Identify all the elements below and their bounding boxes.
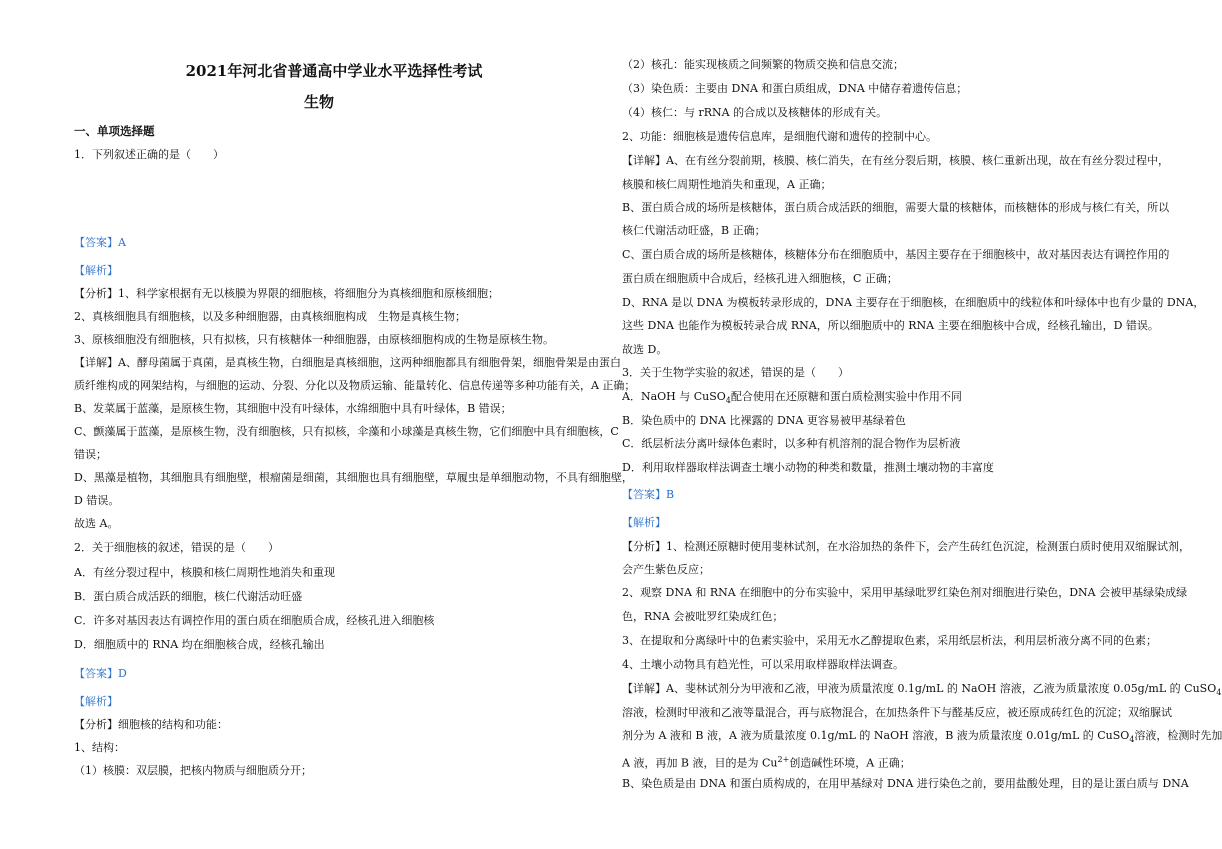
q3-option-a-sub: 4 [725,396,731,406]
q2-option-c: C．许多对基因表达有调控作用的蛋白质在细胞质合成，经核孔进入细胞核 [74,614,435,627]
q2-left-line-2: 1、结构： [74,741,125,754]
q3-stem: 3．关于生物学实验的叙述，错误的是（ ） [622,366,849,379]
q3-detail-4 [622,753,1157,771]
q2-option-a: A．有丝分裂过程中，核膜和核仁周期性地消失和重现 [74,566,335,579]
q3-detail-4-post: 创造碱性环境，A 正确； [789,756,911,770]
q3-option-c: C．纸层析法分离叶绿体色素时，以多种有机溶剂的混合物作为层析液 [622,437,961,450]
q2-answer: 【答案】D [74,667,127,680]
q2-option-d: D．细胞质中的 RNA 均在细胞核合成，经核孔输出 [74,638,325,651]
q3-line-4: 色，RNA 会被吡罗红染成红色； [622,610,784,623]
q2-right-line-1: （2）核孔：能实现核质之间频繁的物质交换和信息交流； [622,58,904,71]
section-heading: 一、单项选择题 [74,124,155,138]
q1-line-5: 质纤维构成的网架结构，与细胞的运动、分裂、分化以及物质运输、能量转化、信息传递等多种功能有关，A 正确； [74,379,636,392]
q3-detail-5: B、染色质是由 DNA 和蛋白质构成的，在用甲基绿对 DNA 进行染色之前，要用盐酸处理，目的是让蛋白质与 DNA [622,777,1189,790]
q3-detail-2: 溶液，检测时甲液和乙液等量混合，再与底物混合，在加热条件下与醛基反应，被还原成砖红色的沉淀；双缩脲试 [622,706,1172,719]
q2-left-line-3: （1）核膜：双层膜，把核内物质与细胞质分开； [74,764,312,777]
q1-line-2: 2、真核细胞具有细胞核，以及多种细胞器，由真核细胞构成 生物是真核生物； [74,310,466,323]
q3-option-d: D．利用取样器取样法调查土壤小动物的种类和数量，推测土壤动物的丰富度 [622,461,994,474]
q1-line-9: D、黑藻是植物，其细胞具有细胞壁，根瘤菌是细菌，其细胞也具有细胞壁，草履虫是单细胞动物，不具有细胞壁， [74,471,633,484]
q3-detail-1-sub: 4 [1216,688,1222,698]
q1-line-6: B、发菜属于蓝藻，是原核生物，其细胞中没有叶绿体，水绵细胞中具有叶绿体，B 错误； [74,402,512,415]
q1-line-10: D 错误。 [74,494,120,507]
q3-line-1: 【分析】1、检测还原糖时使用斐林试剂，在水浴加热的条件下，会产生砖红色沉淀，检测蛋白质时使用双缩脲试剂， [622,540,1190,553]
subject-title: 生物 [304,93,335,111]
q2-right-line-7: B、蛋白质合成的场所是核糖体，蛋白质合成活跃的细胞，需要大量的核糖体，而核糖体的形成与核仁有关，所以 [622,201,1170,214]
q3-line-2: 会产生紫色反应； [622,563,710,576]
q3-detail-3-sub: 4 [1129,735,1135,745]
q3-detail-1 [622,682,1222,700]
q1-line-7: C、颤藻属于蓝藻，是原核生物，没有细胞核，只有拟核，伞藻和小球藻是真核生物，它们细胞中具有细胞核，C [74,425,619,438]
q2-right-line-2: （3）染色质：主要由 DNA 和蛋白质组成，DNA 中储存着遗传信息； [622,82,968,95]
q2-option-b: B．蛋白质合成活跃的细胞，核仁代谢活动旺盛 [74,590,303,603]
q2-jiexi-label: 【解析】 [74,695,118,708]
exam-title: 2021年河北省普通高中学业水平选择性考试 [185,62,483,80]
q2-right-line-11: D、RNA 是以 DNA 为模板转录形成的，DNA 主要存在于细胞核，在细胞质中的线粒体和叶绿体中也有少量的 DNA， [622,296,1205,309]
q3-option-b: B．染色质中的 DNA 比裸露的 DNA 更容易被甲基绿着色 [622,414,906,427]
q2-right-line-8: 核仁代谢活动旺盛，B 正确； [622,224,766,237]
q1-line-11: 故选 A。 [74,517,119,530]
q3-line-6: 4、土壤小动物具有趋光性，可以采用取样器取样法调查。 [622,658,904,671]
q1-jiexi-label: 【解析】 [74,264,118,277]
q3-jiexi-label: 【解析】 [622,516,666,529]
q2-right-line-3: （4）核仁：与 rRNA 的合成以及核糖体的形成有关。 [622,106,888,119]
q3-detail-4-sup: 2+ [777,755,790,764]
q2-right-line-13: 故选 D。 [622,343,668,356]
q3-answer: 【答案】B [622,488,675,501]
q3-option-a [622,390,1157,408]
q2-right-line-4: 2、功能：细胞核是遗传信息库，是细胞代谢和遗传的控制中心。 [622,130,937,143]
q3-line-5: 3、在提取和分离绿叶中的色素实验中，采用无水乙醇提取色素，采用纸层析法，利用层析液分离不同的色素； [622,634,1157,647]
q3-detail-3-post: 溶液，检测时先加 [1134,729,1222,742]
q3-detail-1-pre: 【详解】A、斐林试剂分为甲液和乙液，甲液为质量浓度 0.1g/mL 的 NaOH 溶液，乙液为质量浓度 0.05g/mL 的 CuSO [622,682,1217,695]
q3-detail-4-pre: A 液，再加 B 液，目的是为 Cu [622,756,778,770]
q1-stem: 1．下列叙述正确的是（ ） [74,148,224,161]
q2-stem: 2．关于细胞核的叙述，错误的是（ ） [74,541,279,554]
q2-right-line-10: 蛋白质在细胞质中合成后，经核孔进入细胞核，C 正确； [622,272,898,285]
q2-right-line-5: 【详解】A、在有丝分裂前期，核膜、核仁消失，在有丝分裂后期，核膜、核仁重新出现，故在有丝分裂过程中， [622,154,1169,167]
q1-line-1: 【分析】1、科学家根据有无以核膜为界限的细胞核，将细胞分为真核细胞和原核细胞； [74,287,499,300]
q3-detail-3 [622,729,1222,747]
q3-line-3: 2、观察 DNA 和 RNA 在细胞中的分布实验中，采用甲基绿吡罗红染色剂对细胞进行染色，DNA 会被甲基绿染成绿 [622,586,1188,599]
q3-option-a-pre: A．NaOH 与 CuSO [622,390,726,403]
q3-option-a-post: 配合使用在还原糖和蛋白质检测实验中作用不同 [730,390,962,403]
q2-right-line-9: C、蛋白质合成的场所是核糖体，核糖体分布在细胞质中，基因主要存在于细胞核中，故对基因表达有调控作用的 [622,248,1170,261]
q2-right-line-6: 核膜和核仁周期性地消失和重现，A 正确； [622,178,832,191]
q3-detail-3-pre: 剂分为 A 液和 B 液，A 液为质量浓度 0.1g/mL 的 NaOH 溶液，B 液为质量浓度 0.01g/mL 的 CuSO [622,729,1130,742]
q1-line-8: 错误； [74,448,107,461]
q2-right-line-12: 这些 DNA 也能作为模板转录合成 RNA，所以细胞质中的 RNA 主要在细胞核中合成，经核孔输出，D 错误。 [622,319,1159,332]
q1-line-3: 3、原核细胞没有细胞核，只有拟核，只有核糖体一种细胞器，由原核细胞构成的生物是原核生物。 [74,333,554,346]
q1-answer: 【答案】A [74,236,126,249]
q1-line-4: 【详解】A、酵母菌属于真菌，是真核生物，白细胞是真核细胞，这两种细胞都具有细胞骨架，细胞骨架是由蛋白 [74,356,621,369]
q2-left-line-1: 【分析】细胞核的结构和功能： [74,718,228,731]
